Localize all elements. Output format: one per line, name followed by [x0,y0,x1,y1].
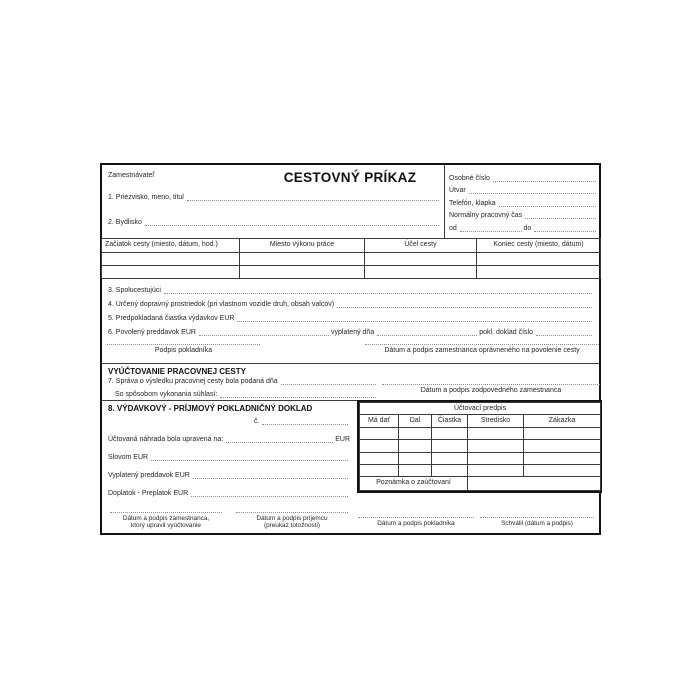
advance-fill-line [199,335,329,336]
trip-table-header-row [102,239,601,253]
accounting-cell-empty [399,452,432,464]
accounting-header-row [360,415,601,428]
trip-cell-empty [365,253,477,266]
approver-signature-line [480,517,594,518]
trip-cell-empty [365,266,477,279]
cashier-signature-block [107,344,260,355]
order-column-header: Zákazka [524,415,601,428]
accounting-title: Účtovací predpis [360,403,601,415]
adjusted-compensation-fill-line [226,442,333,443]
paid-advance-row [108,472,350,480]
accounting-table-box [357,400,602,493]
trip-purpose-header: Účel cesty [365,239,477,253]
co-travelers-fill-line [164,293,592,294]
accounting-note-label: Poznámka o zaúčtovaní [360,476,468,490]
settlement-clerk-signature-block [110,512,222,529]
accounting-cell-empty [399,440,432,452]
balance-row [108,490,350,498]
trip-cell-empty [477,253,601,266]
advance-row [108,329,594,337]
eur-label: EUR [335,436,350,443]
settlement-heading: VYÚČTOVANIE PRACOVNEJ CESTY [108,367,246,376]
accounting-cell-empty [432,452,468,464]
department-label: Útvar [449,187,466,195]
receipt-number-label: pokl. doklad číslo [479,329,533,336]
name-fill-line [187,200,439,201]
accounting-row [360,428,601,440]
accounting-cell-empty [432,440,468,452]
balance-fill-line [191,496,348,497]
responsible-signature-line [382,384,600,385]
authorizer-signature-line [365,344,599,345]
settlement-clerk-signature-label-line1: Dátum a podpis zamestnanca, [122,515,210,522]
voucher-number-row [254,418,350,426]
approver-signature-block [480,517,594,527]
responsible-signature-block [382,384,600,395]
debit-column-header: Má dať [360,415,399,428]
department-fill-line [469,193,596,194]
approval-label: So spôsobom vykonania súhlasí: [115,391,218,398]
accounting-cell-empty [468,440,524,452]
transport-fill-line [337,307,592,308]
approver-signature-label: Schválil (dátum a podpis) [501,520,573,527]
voucher-section-divider [102,400,357,401]
report-date-fill-line [281,384,376,385]
settlement-clerk-signature-line [110,512,222,513]
trip-start-header: Začiatok cesty (miesto, dátum, hod.) [102,239,240,253]
transport-row [108,301,594,309]
name-field-label: 1. Priezvisko, meno, titul [108,194,184,201]
voucher-number-label: č. [254,418,260,425]
authorizer-signature-block [365,344,599,355]
cashier-signature-line [107,344,260,345]
advance-label: 6. Povolený preddavok EUR [108,329,196,336]
adjusted-compensation-label: Účtovaná náhrada bola upravená na: [108,436,224,443]
paid-advance-fill-line [193,478,348,479]
in-words-row [108,454,350,462]
in-words-fill-line [151,460,348,461]
accounting-cell-empty [360,428,399,440]
paid-on-label: vyplatený dňa [331,329,375,336]
accounting-cell-empty [399,428,432,440]
accounting-cell-empty [432,428,468,440]
cashier-bottom-signature-label: Dátum a podpis pokladníka [377,520,455,527]
center-column-header: Stredisko [468,415,524,428]
accounting-cell-empty [468,464,524,476]
amount-column-header: Čiastka [432,415,468,428]
form-title: CESTOVNÝ PRÍKAZ [283,170,417,185]
accounting-cell-empty [468,428,524,440]
phone-label: Telefón, klapka [449,199,496,207]
settlement-clerk-signature-label-line2: ktorý upravil vyúčtovanie [131,522,201,530]
address-field-row [108,219,441,227]
recipient-signature-block [236,512,348,529]
personal-number-label: Osobné číslo [449,174,490,182]
personal-number-row [449,170,598,183]
co-travelers-label: 3. Spolucestujúci [108,287,161,294]
balance-label: Doplatok - Preplatok EUR [108,490,189,497]
cashier-signature-label: Podpis pokladníka [154,347,213,354]
trip-cell-empty [240,253,365,266]
accounting-cell-empty [432,464,468,476]
to-label: do [523,224,532,232]
working-time-row [449,208,598,221]
from-fill-line [460,231,522,232]
recipient-signature-label-line2: (preukaz totožnosti) [263,522,321,530]
phone-fill-line [499,206,596,207]
receipt-number-fill-line [536,335,592,336]
from-to-row [449,220,598,233]
accounting-note-cell-empty [468,476,601,490]
department-row [449,183,598,196]
working-time-fill-line [525,218,596,219]
accounting-cell-empty [360,452,399,464]
estimated-expenses-row [108,315,594,323]
accounting-cell-empty [524,452,601,464]
report-date-label: 7. Správa o výsledku pracovnej cesty bola podaná dňa [108,378,278,385]
cashier-bottom-signature-line [358,517,474,518]
trip-end-header: Koniec cesty (miesto, dátum) [477,239,601,253]
trip-table-row [102,253,601,266]
trip-cell-empty [477,266,601,279]
voucher-heading: 8. VÝDAVKOVÝ - PRÍJMOVÝ POKLADNIČNÝ DOKLAD [108,404,313,413]
work-place-header: Miesto výkonu práce [240,239,365,253]
estimated-expenses-label: 5. Predpokladaná čiastka výdavkov EUR [108,315,235,322]
working-time-label: Normálny pracovný čas [449,212,523,220]
settlement-section-divider [102,363,599,364]
credit-column-header: Dal [399,415,432,428]
name-field-row [108,194,441,202]
trip-table-row [102,266,601,279]
paid-advance-label: Vyplatený preddavok EUR [108,472,190,479]
address-fill-line [145,225,439,226]
accounting-note-row [360,476,601,490]
accounting-cell-empty [468,452,524,464]
accounting-cell-empty [524,440,601,452]
approval-row [115,391,378,399]
estimated-expenses-fill-line [237,321,592,322]
responsible-signature-label: Dátum a podpis zodpovedného zamestnanca [420,387,562,394]
address-field-label: 2. Bydlisko [108,219,142,226]
trip-cell-empty [102,253,240,266]
recipient-signature-line [236,512,348,513]
accounting-row [360,452,601,464]
accounting-table [359,402,601,491]
co-travelers-row [108,287,594,295]
paid-on-fill-line [377,335,477,336]
accounting-cell-empty [399,464,432,476]
accounting-row [360,464,601,476]
accounting-cell-empty [524,464,601,476]
personal-number-fill-line [493,181,596,182]
header-divider-line [444,165,445,238]
adjusted-compensation-row [108,436,350,444]
from-label: od [449,224,457,232]
accounting-cell-empty [524,428,601,440]
accounting-cell-empty [360,464,399,476]
to-fill-line [534,231,596,232]
report-date-row [108,378,378,386]
phone-row [449,195,598,208]
in-words-label: Slovom EUR [108,454,149,461]
cashier-bottom-signature-block [358,517,474,527]
trip-cell-empty [240,266,365,279]
trip-cell-empty [102,266,240,279]
voucher-number-fill-line [262,424,348,425]
recipient-signature-label-line1: Dátum a podpis príjemcu [256,515,328,522]
accounting-title-row [360,403,601,415]
header-right-fields [449,170,598,233]
trip-table [101,238,601,279]
employer-label: Zamestnávateľ [108,172,155,179]
authorizer-signature-label: Dátum a podpis zamestnanca oprávneného na povolenie cesty [384,347,580,354]
accounting-cell-empty [360,440,399,452]
travel-order-form [100,163,601,535]
accounting-row [360,440,601,452]
approval-fill-line [220,397,376,398]
transport-label: 4. Určený dopravný prostriedok (pri vlastnom vozidle druh, obsah valcov) [108,301,335,308]
